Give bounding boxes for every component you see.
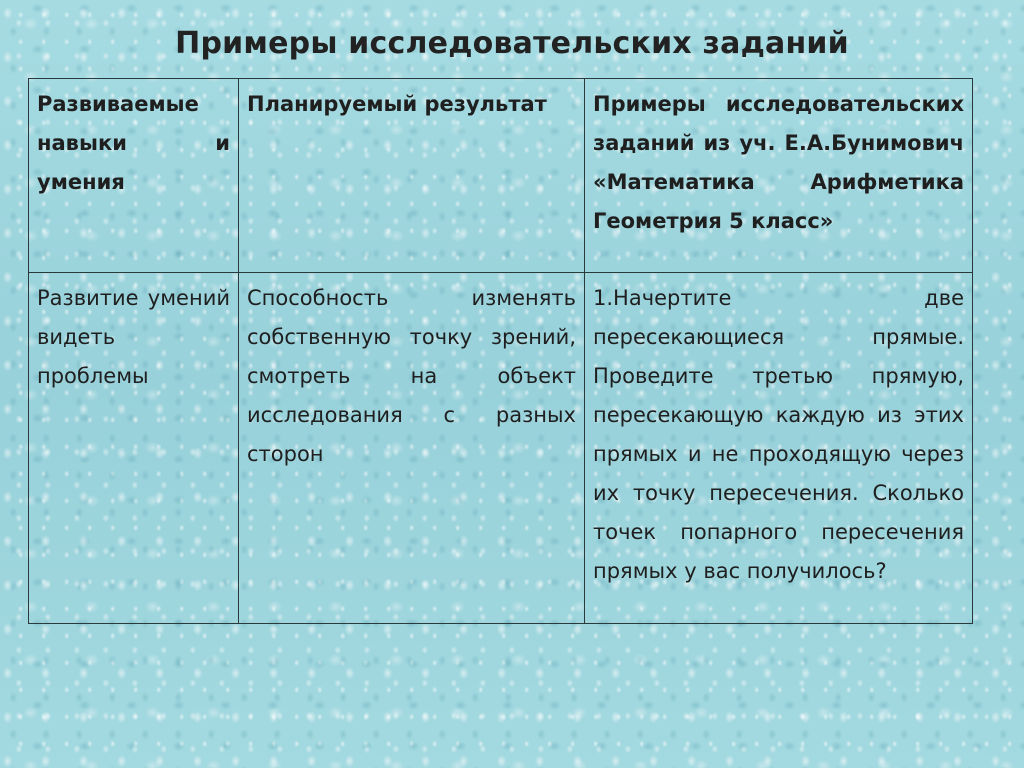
table-header-row [29, 79, 973, 273]
table-row [29, 273, 973, 624]
header-planned-result: Планируемый результат [239, 79, 585, 273]
cell-example: 1.Начертите две пересекающиеся прямые. Проведите третью прямую, пересекающую каждую из этих прямых и не проходящую через их точку пересечения. Сколько точек попарного пересечения прямых у вас получилось? [585, 273, 973, 624]
cell-result: Способность изменять собственную точку зрений, смотреть на объект исследования с разных сторон [239, 273, 585, 624]
header-skills: Развиваемые навыки и умения [29, 79, 239, 273]
cell-skill: Развитие умений видеть проблемы [29, 273, 239, 624]
slide-title: Примеры исследовательских заданий [175, 26, 849, 61]
research-tasks-table [28, 78, 973, 624]
header-task-examples: Примеры исследовательских заданий из уч. Е.А.Бунимович «Математика Арифметика Геометрия 5 класс» [585, 79, 973, 273]
